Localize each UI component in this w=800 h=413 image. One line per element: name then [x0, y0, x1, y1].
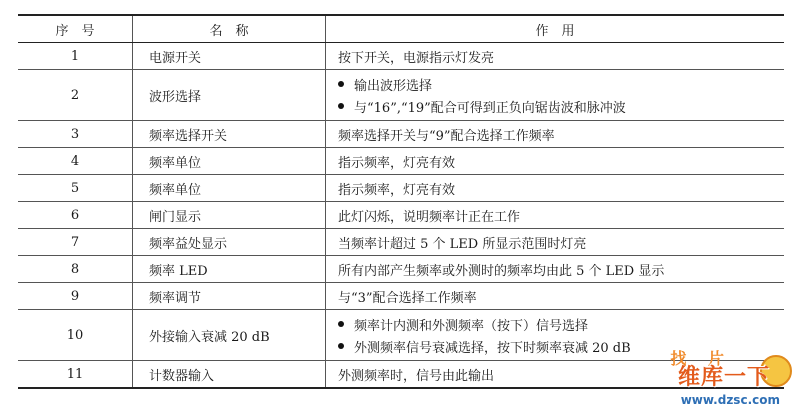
bullet-text: 频率计内测和外测频率（按下）信号选择	[354, 318, 589, 334]
cell-function: 此灯闪烁，说明频率计正在工作	[326, 202, 785, 229]
table-row	[18, 229, 784, 256]
watermark-badge: 找 片	[670, 349, 732, 368]
cell-name: 频率调节	[133, 283, 326, 310]
bullet-item	[338, 313, 776, 335]
bullet-text: 外测频率信号衰减选择，按下时频率衰减 20 dB	[354, 340, 631, 356]
cell-name: 外接输入衰减 20 dB	[133, 310, 326, 361]
header-name: 名 称	[133, 15, 326, 43]
watermark-brand: 维库一下	[677, 365, 770, 390]
cell-function	[326, 70, 785, 121]
cell-function: 频率选择开关与“9”配合选择工作频率	[326, 121, 785, 148]
cell-name: 频率益处显示	[133, 229, 326, 256]
cell-name: 频率选择开关	[133, 121, 326, 148]
cell-no: 7	[18, 229, 133, 256]
bullet-icon	[338, 81, 344, 87]
cell-function: 指示频率，灯亮有效	[326, 148, 785, 175]
cell-name: 计数器输入	[133, 361, 326, 389]
cell-no: 5	[18, 175, 133, 202]
cell-function: 当频率计超过 5 个 LED 所显示范围时灯亮	[326, 229, 785, 256]
table-row	[18, 121, 784, 148]
bullet-item	[338, 73, 776, 95]
cell-name: 电源开关	[133, 43, 326, 70]
header-function: 作 用	[326, 15, 785, 43]
cell-name: 波形选择	[133, 70, 326, 121]
cell-function: 按下开关，电源指示灯发亮	[326, 43, 785, 70]
cell-no: 8	[18, 256, 133, 283]
table-row	[18, 283, 784, 310]
table-row	[18, 43, 784, 70]
component-function-table	[18, 14, 784, 389]
cell-no: 10	[18, 310, 133, 361]
cell-name: 频率单位	[133, 175, 326, 202]
watermark-logo	[642, 339, 792, 409]
cell-no: 6	[18, 202, 133, 229]
table-row	[18, 202, 784, 229]
table-row	[18, 148, 784, 175]
table-row	[18, 256, 784, 283]
cell-function: 与“3”配合选择工作频率	[326, 283, 785, 310]
cell-function: 所有内部产生频率或外测时的频率均由此 5 个 LED 显示	[326, 256, 785, 283]
header-no: 序 号	[18, 15, 133, 43]
bullet-item	[338, 95, 776, 117]
cell-no: 4	[18, 148, 133, 175]
watermark-url: www.dzsc.com	[680, 393, 780, 407]
cell-no: 2	[18, 70, 133, 121]
cell-name: 频率单位	[133, 148, 326, 175]
bullet-text: 输出波形选择	[354, 78, 433, 94]
table-header-row	[18, 15, 784, 43]
cell-no: 1	[18, 43, 133, 70]
cell-no: 9	[18, 283, 133, 310]
cell-no: 3	[18, 121, 133, 148]
cell-function: 指示频率，灯亮有效	[326, 175, 785, 202]
bullet-icon	[338, 321, 344, 327]
bullet-text: 与“16”,“19”配合可得到正负向锯齿波和脉冲波	[354, 100, 626, 116]
table-row	[18, 70, 784, 121]
bullet-icon	[338, 103, 344, 109]
cell-name: 频率 LED	[133, 256, 326, 283]
cell-name: 闸门显示	[133, 202, 326, 229]
bullet-icon	[338, 343, 344, 349]
table-row	[18, 175, 784, 202]
cell-function: 外测频率时，信号由此输出	[326, 361, 785, 389]
cell-no: 11	[18, 361, 133, 389]
